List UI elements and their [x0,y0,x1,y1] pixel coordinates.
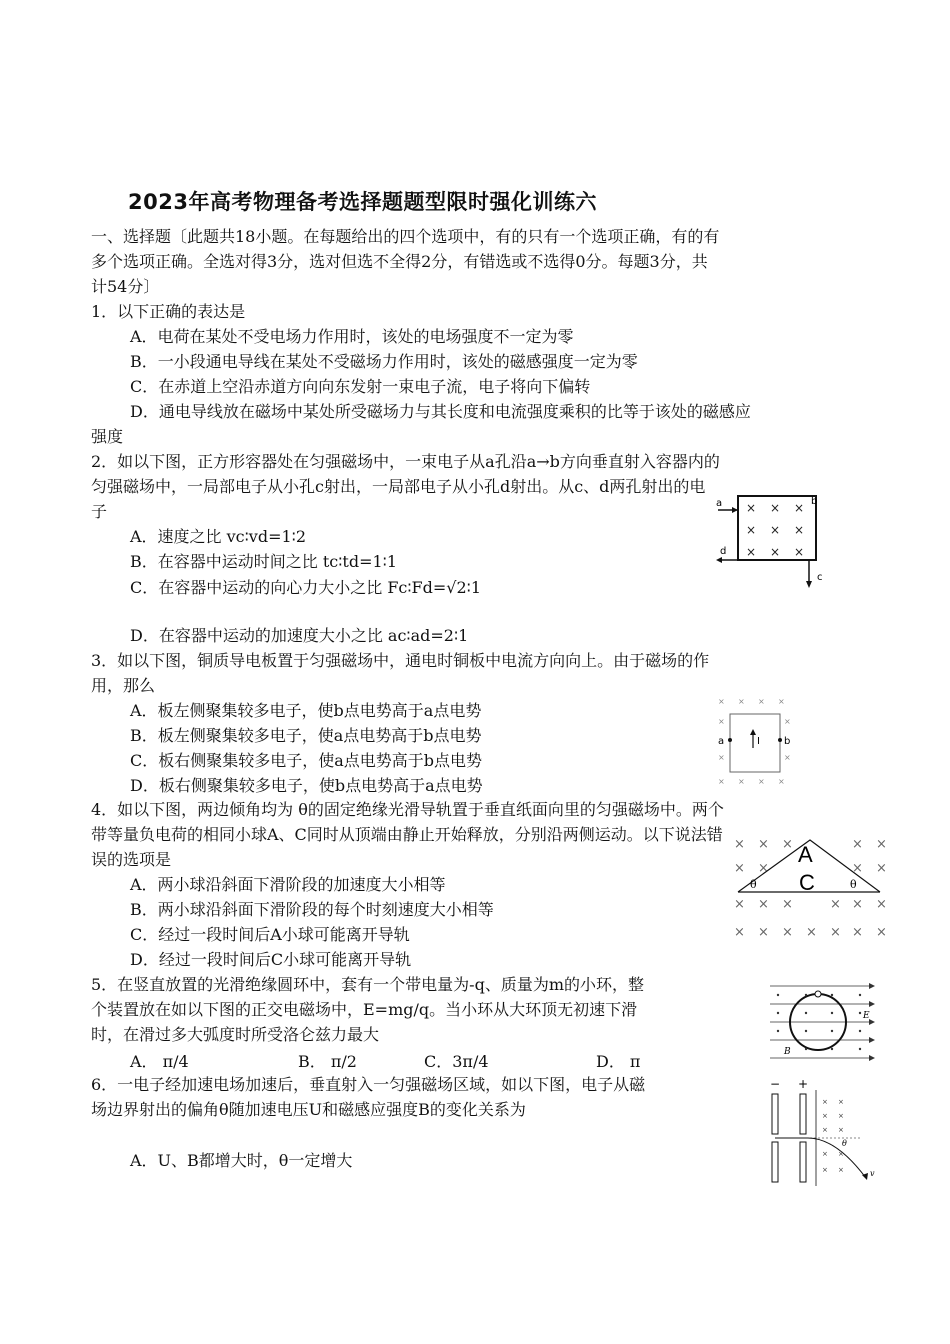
q1-option-d-line-2: 强度 [91,427,124,446]
q4-stem-line-1: 4．如以下图，两边倾角均为 θ的固定绝缘光滑导轨置于垂直纸面向里的匀强磁场中。两个 [91,800,724,819]
q2-field-mark: × [794,545,805,559]
q4-option-b: B．两小球沿斜面下滑阶段的每个时刻速度大小相等 [130,900,494,919]
q2-field-mark: × [770,523,781,537]
q6-minus-terminal: − [770,1077,781,1091]
q5-label-e: E [863,1011,870,1021]
q4-field-mark: × [876,861,887,876]
q4-field-mark: × [734,925,745,940]
q3-field-mark: × [784,753,791,762]
q3-stem-line-2: 用，那么 [91,676,156,695]
q4-field-mark: × [758,897,769,912]
q3-field-mark: × [758,697,765,706]
q3-label-a: a [718,736,725,747]
q3-field-mark: × [718,777,725,786]
q6-plus-terminal: + [798,1077,809,1091]
q2-label-b: b [811,496,818,507]
q4-field-mark: × [876,925,887,940]
q4-field-mark: × [830,925,841,940]
q2-option-d: D．在容器中运动的加速度大小之比 ac∶ad=2∶1 [130,626,469,645]
q2-field-mark: × [794,501,805,515]
q2-field-mark: × [746,545,757,559]
q3-field-mark: × [778,697,785,706]
q4-field-mark: × [758,861,769,876]
q3-field-mark: × [738,777,745,786]
q4-field-mark: × [876,897,887,912]
q4-field-mark: × [852,897,863,912]
q5-label-b: B [784,1047,791,1057]
q6-stem-line-2: 场边界射出的偏角θ随加速电压U和磁感应强度B的变化关系为 [91,1100,526,1119]
q6-field-mark: × [822,1098,828,1106]
q6-field-mark: × [822,1126,828,1134]
q2-label-d: d [720,546,727,557]
q6-field-mark: × [838,1112,844,1120]
q4-ball-c-label: C [799,870,815,895]
q2-square-container-figure [712,490,832,590]
q4-stem-line-2: 带等量负电荷的相同小球A、C同时从顶端由静止开始释放，分别沿两侧运动。以下说法错 [91,825,723,844]
q4-incline-figure [732,832,892,944]
q2-stem-line-1: 2．如以下图，正方形容器处在匀强磁场中，一束电子从a孔沿a→b方向垂直射入容器内的 [91,452,720,471]
q5-stem-line-2: 个装置放在如以下图的正交电磁场中，E=mg/q。当小环从大环顶无初速下滑 [91,1000,638,1019]
q4-field-mark: × [758,925,769,940]
q6-field-mark: × [838,1126,844,1134]
section-intro-line-2: 多个选项正确。全选对得3分，选对但选不全得2分，有错选或不选得0分。每题3分，共 [91,252,708,271]
page-title: 2023年高考物理备考选择题题型限时强化训练六 [128,190,597,214]
q2-field-mark: × [770,501,781,515]
q4-field-mark: × [734,897,745,912]
q4-field-mark: × [782,897,793,912]
q4-field-mark: × [734,837,745,852]
q4-option-a: A．两小球沿斜面下滑阶段的加速度大小相等 [130,875,446,894]
q4-field-mark: × [782,925,793,940]
q1-option-d-line-1: D．通电导线放在磁场中某处所受磁场力与其长度和电流强度乘积的比等于该处的磁感应 [130,402,751,421]
q3-field-mark: × [758,777,765,786]
q4-theta-right: θ [850,878,857,891]
q4-theta-left: θ [750,878,757,891]
q4-field-mark: × [734,861,745,876]
q6-field-mark: × [838,1166,844,1174]
q4-ball-a-label: A [798,842,813,867]
q3-field-mark: × [718,697,725,706]
q3-option-b: B．板左侧聚集较多电子，使a点电势高于b点电势 [130,726,482,745]
q6-theta-label: θ [842,1139,847,1148]
q4-field-mark: × [852,925,863,940]
q3-option-d: D．板右侧聚集较多电子，使b点电势高于a点电势 [130,776,483,795]
q1-option-c: C．在赤道上空沿赤道方向向东发射一束电子流，电子将向下偏转 [130,377,591,396]
q3-stem-line-1: 3．如以下图，铜质导电板置于匀强磁场中，通电时铜板中电流方向向上。由于磁场的作 [91,651,710,670]
q4-field-mark: × [758,837,769,852]
q1-option-a: A．电荷在某处不受电场力作用时，该处的电场强度不一定为零 [130,327,574,346]
q4-option-c: C．经过一段时间后A小球可能离开导轨 [130,925,410,944]
q3-field-mark: × [718,753,725,762]
q1-option-b: B．一小段通电导线在某处不受磁场力作用时，该处的磁感强度一定为零 [130,352,638,371]
q2-field-mark: × [770,545,781,559]
q5-stem-line-3: 时，在滑过多大弧度时所受洛仑兹力最大 [91,1025,380,1044]
q3-field-mark: × [778,777,785,786]
q5-option-c: C．3π/4 [424,1052,489,1071]
q6-velocity-label: v [870,1169,875,1178]
q6-field-mark: × [838,1098,844,1106]
q2-option-c: C．在容器中运动的向心力大小之比 Fc∶Fd=√2∶1 [130,578,482,597]
q3-label-i: I [757,736,760,747]
q6-field-mark: × [822,1112,828,1120]
section-intro-line-1: 一、选择题〔此题共18小题。在每题给出的四个选项中，有的只有一个选项正确，有的有 [91,227,720,246]
q4-stem-line-3: 误的选项是 [91,850,172,869]
q6-field-mark: × [822,1166,828,1174]
q6-stem-line-1: 6．一电子经加速电场加速后，垂直射入一匀强磁场区域，如以下图，电子从磁 [91,1075,646,1094]
q5-ring-field-figure [768,978,888,1066]
q1-stem: 1．以下正确的表达是 [91,302,246,321]
q4-field-mark: × [782,837,793,852]
q4-field-mark: × [830,897,841,912]
q2-option-a: A．速度之比 vc∶vd=1∶2 [130,527,307,546]
q5-option-b: B． π/2 [298,1052,357,1071]
q4-field-mark: × [806,925,817,940]
q3-copper-plate-figure [712,692,802,792]
q2-stem-line-3: 子 [91,502,108,521]
q6-field-mark: × [822,1150,828,1158]
q2-field-mark: × [746,523,757,537]
q2-stem-line-2: 匀强磁场中，一局部电子从小孔c射出，一局部电子从小孔d射出。从c、d两孔射出的电 [91,477,706,496]
q5-option-d: D． π [596,1052,641,1071]
q2-option-b: B．在容器中运动时间之比 tc∶td=1∶1 [130,552,398,571]
q3-label-b: b [784,736,791,747]
q4-field-mark: × [852,837,863,852]
q3-field-mark: × [718,717,725,726]
q5-option-a: A． π/4 [130,1052,189,1071]
q3-option-a: A．板左侧聚集较多电子，使b点电势高于a点电势 [130,701,482,720]
q3-option-c: C．板右侧聚集较多电子，使a点电势高于b点电势 [130,751,483,770]
q6-accelerator-figure [764,1076,884,1188]
q2-field-mark: × [746,501,757,515]
q2-label-c: c [817,572,823,583]
q2-field-mark: × [794,523,805,537]
q5-stem-line-1: 5．在竖直放置的光滑绝缘圆环中，套有一个带电量为-q、质量为m的小环，整 [91,975,645,994]
q4-field-mark: × [852,861,863,876]
q2-label-a: a [716,498,723,509]
section-intro-line-3: 计54分〕 [91,277,160,296]
q6-field-mark: × [838,1150,844,1158]
q6-option-a: A．U、B都增大时，θ一定增大 [130,1151,353,1170]
q4-option-d: D．经过一段时间后C小球可能离开导轨 [130,950,412,969]
q3-field-mark: × [738,697,745,706]
q3-field-mark: × [784,717,791,726]
q4-field-mark: × [876,837,887,852]
